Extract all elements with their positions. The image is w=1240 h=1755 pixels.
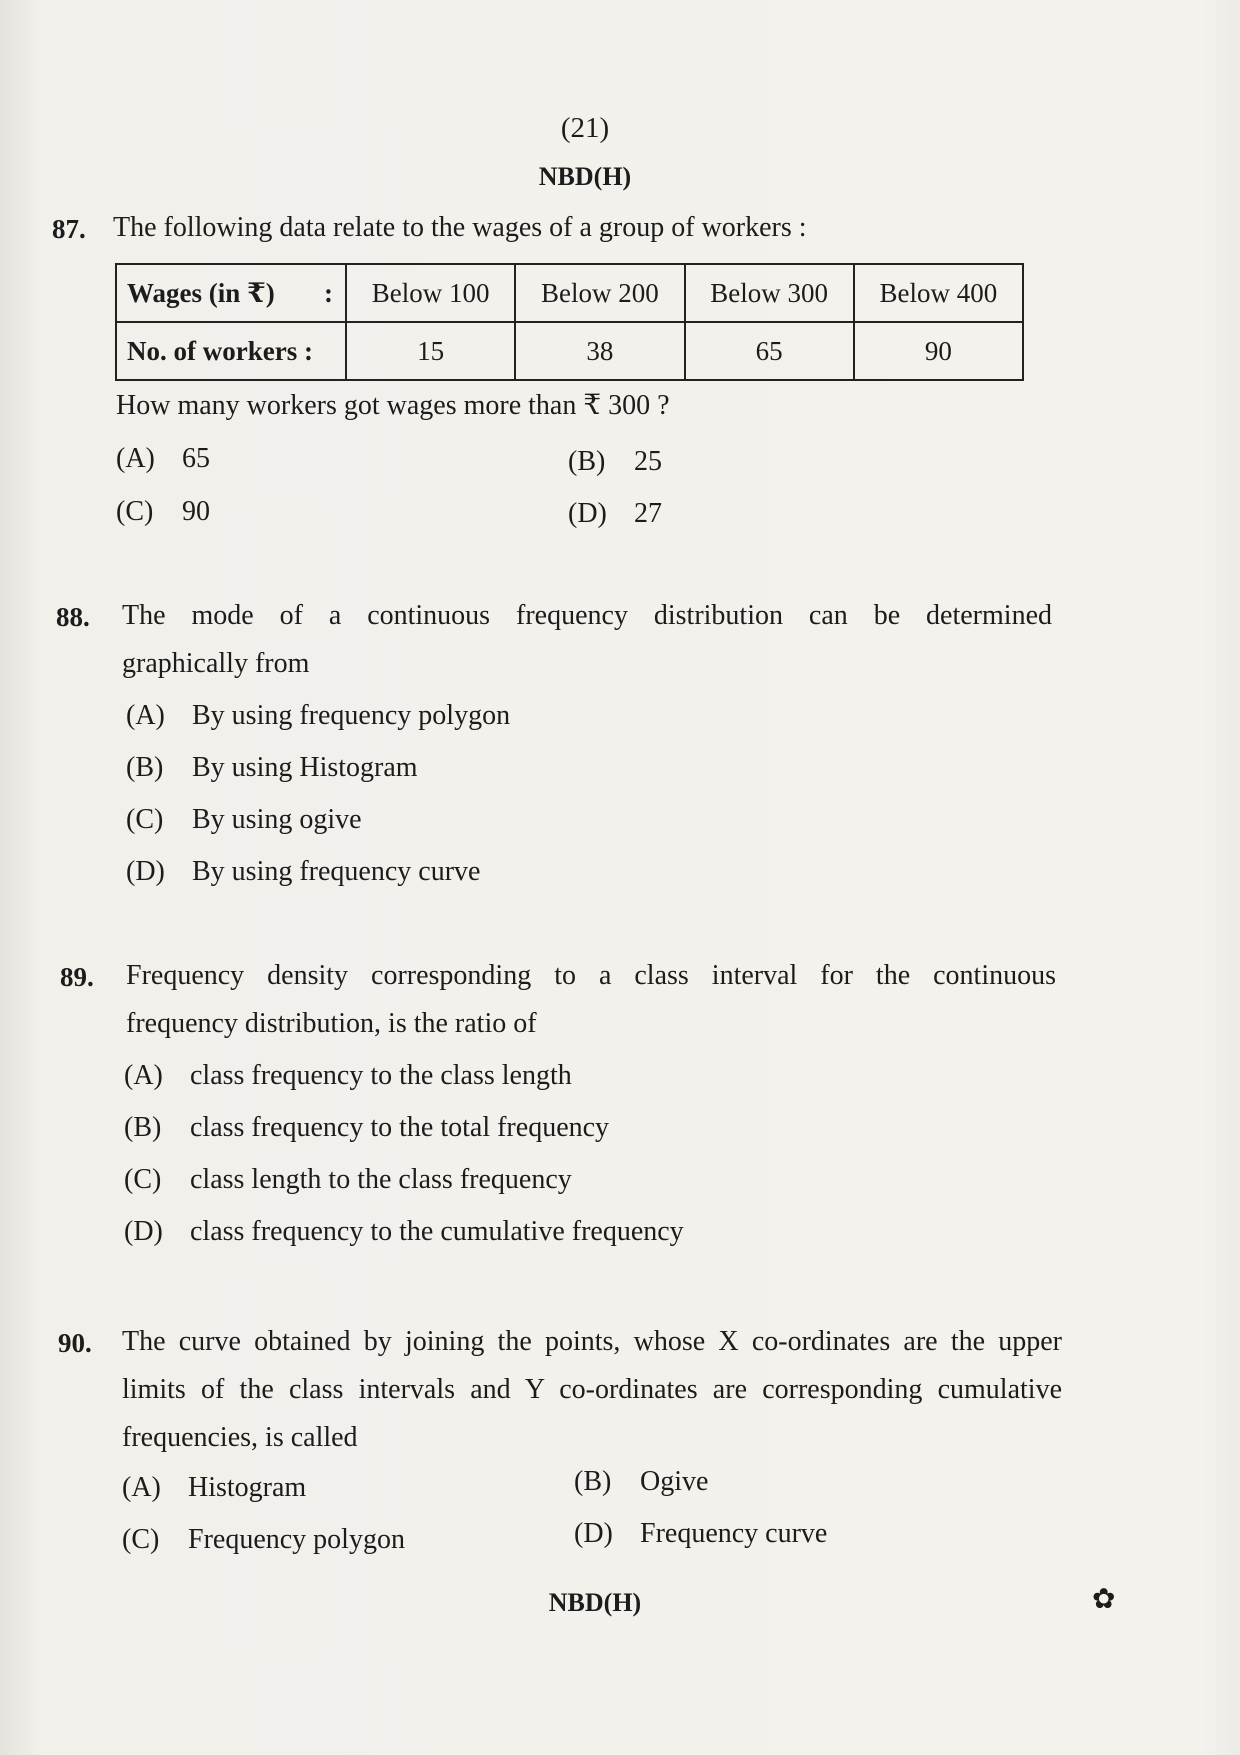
wages-colon: : (324, 277, 333, 308)
option-label: (A) (116, 443, 155, 474)
wages-column-2: Below 200 (515, 264, 684, 322)
option-text: By using Histogram (192, 752, 418, 783)
option-text: 27 (634, 498, 662, 529)
option-label: (A) (122, 1472, 161, 1503)
wages-column-3: Below 300 (685, 264, 854, 322)
question-89-line-2: frequency distribution, is the ratio of (126, 1008, 537, 1039)
option-text: By using frequency polygon (192, 700, 511, 731)
question-87-text: The following data relate to the wages of a group of workers : (113, 212, 807, 243)
question-89-option-b (124, 1112, 609, 1144)
option-label: (A) (126, 700, 165, 731)
option-text: By using ogive (192, 804, 362, 835)
option-label: (B) (124, 1112, 162, 1143)
wages-row (116, 264, 1023, 322)
option-text: Histogram (188, 1472, 307, 1503)
question-87-option-a (116, 443, 210, 475)
question-88-text (122, 592, 1052, 688)
option-text: class frequency to the cumulative frequency (190, 1216, 684, 1247)
question-88-option-d (126, 856, 480, 888)
question-89-option-c (124, 1164, 572, 1196)
option-label: (D) (568, 498, 607, 529)
option-label: (C) (126, 804, 164, 835)
option-text: 65 (182, 443, 210, 474)
flower-icon: ✿ (1092, 1584, 1116, 1615)
question-88-line-2: graphically from (122, 648, 310, 679)
question-89-option-d (124, 1216, 684, 1248)
question-89-line-1: Frequency density corresponding to a class interval for the continuous (126, 960, 1056, 991)
workers-value-1: 15 (346, 322, 515, 380)
question-90-text (122, 1318, 1062, 1462)
question-87-number: 87. (52, 214, 86, 244)
option-label: (C) (124, 1164, 162, 1195)
option-label: (D) (574, 1518, 613, 1549)
option-text: Ogive (640, 1466, 709, 1497)
question-90-option-b (574, 1466, 708, 1498)
wages-column-4: Below 400 (854, 264, 1023, 322)
option-text: class length to the class frequency (190, 1164, 572, 1195)
workers-value-4: 90 (854, 322, 1023, 380)
question-87-option-b (568, 446, 662, 478)
question-90-line-1: The curve obtained by joining the points, whose X co-ordinates are the upper (122, 1326, 1062, 1357)
question-90-line-3: frequencies, is called (122, 1422, 358, 1453)
question-88-option-b (126, 752, 418, 784)
wages-table (115, 263, 1024, 381)
option-label: (A) (124, 1060, 163, 1091)
question-87-prompt: How many workers got wages more than ₹ 300 ? (116, 390, 670, 421)
wages-row-label (116, 264, 346, 322)
question-90-option-d (574, 1518, 827, 1550)
wages-column-1: Below 100 (346, 264, 515, 322)
question-88-line-1: The mode of a continuous frequency distribution can be determined (122, 600, 1052, 631)
option-text: Frequency curve (640, 1518, 828, 1549)
option-label: (B) (568, 446, 606, 477)
workers-row (116, 322, 1023, 380)
question-87-option-d (568, 498, 662, 530)
workers-value-2: 38 (515, 322, 684, 380)
option-text: class frequency to the total frequency (190, 1112, 610, 1143)
option-label: (B) (126, 752, 164, 783)
option-label: (D) (124, 1216, 163, 1247)
question-90-number: 90. (58, 1328, 92, 1358)
workers-value-3: 65 (685, 322, 854, 380)
option-label: (C) (116, 496, 154, 527)
question-87-option-c (116, 496, 210, 528)
wages-label: Wages (in ₹) (127, 277, 275, 308)
option-label: (D) (126, 856, 165, 887)
question-88-number: 88. (56, 602, 90, 632)
question-88-option-c (126, 804, 362, 836)
option-text: 90 (182, 496, 210, 527)
page-number: (21) (560, 112, 610, 144)
question-89-number: 89. (60, 962, 94, 992)
question-90-option-a (122, 1472, 306, 1504)
option-label: (B) (574, 1466, 612, 1497)
option-text: Frequency polygon (188, 1524, 405, 1555)
question-88-option-a (126, 700, 510, 732)
workers-row-label: No. of workers : (116, 322, 346, 380)
question-90-option-c (122, 1524, 405, 1556)
paper-code-footer: NBD(H) (548, 1588, 642, 1617)
option-text: By using frequency curve (192, 856, 481, 887)
question-89-text (126, 952, 1056, 1048)
option-text: 25 (634, 446, 662, 477)
question-90-line-2: limits of the class intervals and Y co-ordinates are corresponding cumulative (122, 1374, 1062, 1405)
option-label: (C) (122, 1524, 160, 1555)
paper-code-header: NBD(H) (538, 162, 632, 191)
option-text: class frequency to the class length (190, 1060, 572, 1091)
question-89-option-a (124, 1060, 572, 1092)
